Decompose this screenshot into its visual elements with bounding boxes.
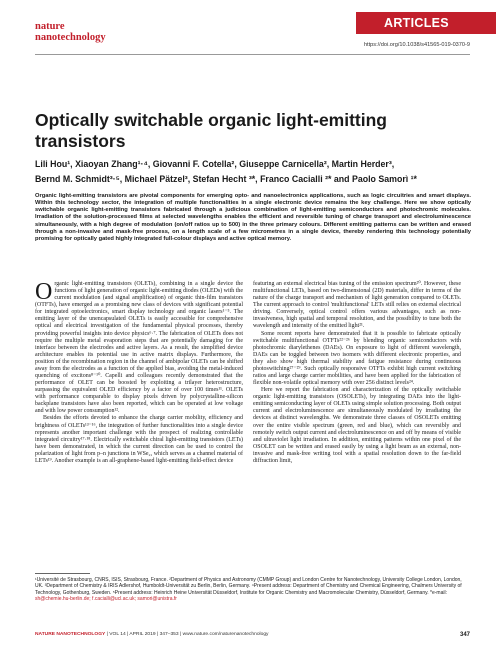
page-footer [35,632,471,638]
journal-logo [35,22,106,43]
journal-name-line2: nanotechnology [35,31,106,43]
authors-line-2: Bernd M. Schmidt³·⁵, Michael Pätzel³, Stefan Hecht ³*, Franco Cacialli ²* and Paolo Samorì ¹* [35,173,417,184]
body-paragraph: featuring an external electrical bias tuning of the emission spectrum²⁰. However, these multifunctional LETs, based on two-dimensional (2D) materials, differ in terms of the nature of the charge transport and mechanism of light generation compared to OLETs. The current approach to control 'multifunctional' LETs still relies on external electrical driving. Conversely, optical control offers various advantages, such as non-invasiveness, high spatial and temporal resolution, and the possibility to tune both the wavelength and intensity of the emitted light²¹. [253,281,461,330]
authors-line-1: Lili Hou¹, Xiaoyan Zhang¹·⁴, Giovanni F. Cotella², Giuseppe Carnicella², Martin Herder³, [35,159,395,169]
section-label: ARTICLES [356,12,496,34]
article-title: Optically switchable organic light-emitting transistors [35,110,387,151]
journal-name-line1: nature [35,21,65,32]
email-links[interactable]: sh@chemie.hu-berlin.de; f.cacialli@ucl.ac.uk; samori@unistra.fr [35,596,177,603]
footer-citation: | VOL 14 | APRIL 2019 | 347–353 | www.nature.com/naturenanotechnology [105,632,269,637]
author-list [35,157,470,186]
drop-cap: O [35,279,53,305]
header-divider [35,54,470,55]
footer-journal: NATURE NANOTECHNOLOGY [35,632,106,637]
footnote-divider [35,573,90,574]
body-paragraph: Here we report the fabrication and characterization of the optically switchable organic light-emitting transistors (OSOLETs), by integrating DAEs into the light-emitting semiconducting layer of OLETs using simple solution processing. Both output current and electroluminescence are simultaneously modulated by irradiating the devices at distinct wavelengths. We demonstrate three classes of OSOLETs emitting over the entire visible spectrum (green, red and blue), which can reversibly and remotely switch output current and electroluminescence on and off by means of visible and ultraviolet light irradiation. In addition, emitting patterns within one pixel of the OSOLET can be written and erased easily by using a light beam as an external, non-invasive and mask-free writing tool with a spatial resolution down to the far-field diffraction limit, [253,387,461,464]
body-column-left [35,281,243,465]
doi-link[interactable]: https://doi.org/10.1038/s41565-019-0370-9 [363,42,470,48]
body-paragraph: Some recent reports have demonstrated that it is possible to fabricate optically switchable multifunctional OTFTs²²⁻²⁶ by blending organic semiconductors with photochromic diarylethenes (DAEs). On exposure to light of different wavelength, DAEs can be toggled between two isomers with different electronic properties, and they also show high thermal stability and fatigue resistance during continuous photoswitching²⁷⁻²⁹. Such optically responsive OTFTs exhibit high current switching ratios and large charge carrier mobilities, and have been applied for the fabrication of flexible non-volatile optical memory with over 256 distinct levels²⁴. [253,330,461,387]
body-paragraph [35,281,243,415]
page-number: 347 [459,632,470,638]
paragraph-text: rganic light-emitting transistors (OLETs), combining in a single device the functions of light generation of organic light-emitting diodes (OLEDs) with the current modulation (and signal amplification) of organic thin-film transistors (OTFTs), have emerged as a promising new class of devices with significant potential for integrated optoelectronics, smart display technology and organic lasers¹⁻⁵. The emitting layer of the unencapsulated OLETs is easily accessible for comprehensive optical and electrical investigation of the fundamental physical processes, thereby providing powerful insights into device physics⁶·⁷. The fabrication of OLETs does not require the multiple metal evaporation steps that are potentially damaging for the interface between the electrodes and active layers. As a result, the simplified device architecture enables its potential use in active matrix displays. Furthermore, the position of the recombination region in the channel of ambipolar OLETs can be shifted away from the electrodes as a function of the applied bias, avoiding the metal-induced quenching of excitons⁸⁻¹⁰. Capelli and colleagues recently demonstrated that the performance of OLET can be boosted by exploiting a trilayer heterostructure, surpassing the equivalent OLED efficiency by a factor of over 100 times¹¹. OLETs with performance comparable to display pixels driven by polycrystalline-silicon backplane transistors have also been reported, which can be operated at low voltage and with low power consumption¹². [35,281,243,415]
body-column-right [253,281,461,465]
affiliations [35,577,471,603]
abstract: Organic light-emitting transistors are pivotal components for emerging opto- and nanoelectronics applications, such as logic circuitries and smart displays. Within this technology sector, the integration of multiple functionalities in a single electronic device remains the key challenge. Here we show optically switchable organic light-emitting transistors fabricated through a judicious combination of light-emitting semiconductors and photochromic molecules. Irradiation of the solution-processed films at selected wavelengths enables the efficient and reversible tuning of charge transport and electroluminescence simultaneously, with a high degree of modulation (on/off ratios up to 500) in the three primary colours. Different emitting patterns can be written and erased through a non-invasive and mask-free process, on a length scale of a few micrometres in a single device, thereby rendering this technology potentially promising for optically gated highly integrated full-colour displays and active optical memory. [35,193,471,242]
affiliations-text: ¹Université de Strasbourg, CNRS, ISIS, Strasbourg, France. ²Department of Physics and Astronomy (CMMP Group) and London Centre for Nanotechnology, University College London, London, UK. ³Department of Chemistry & IRIS Adlershof, Humboldt-Universität zu Berlin, Berlin, Germany. ⁴Present address: Department of Chemistry and Chemical Engineering, Chalmers University of Technology, Gothenburg, Sweden. ⁵Present address: Heinrich Heine Universität Düsseldorf, Institute for Organic Chemistry and Macromolecular Chemistry, Düsseldorf, Germany. *e-mail: [35,577,462,596]
body-paragraph: Besides the efforts devoted to enhance the charge carrier mobility, efficiency and brightness of OLETs¹³⁻¹⁶, the integration of further functionalities into a single device represents another important challenge with the prospect of realizing controllable integrated circuitry¹⁷·¹⁸. Electrically switchable chiral light-emitting transistors (LETs) have been demonstrated, in which the current direction can be used to control the polarization of light from p–n junctions in WSe₂, which serves as a channel material of LETs¹⁹. Another example is an all-graphene-based light-emitting field-effect device [35,415,243,464]
